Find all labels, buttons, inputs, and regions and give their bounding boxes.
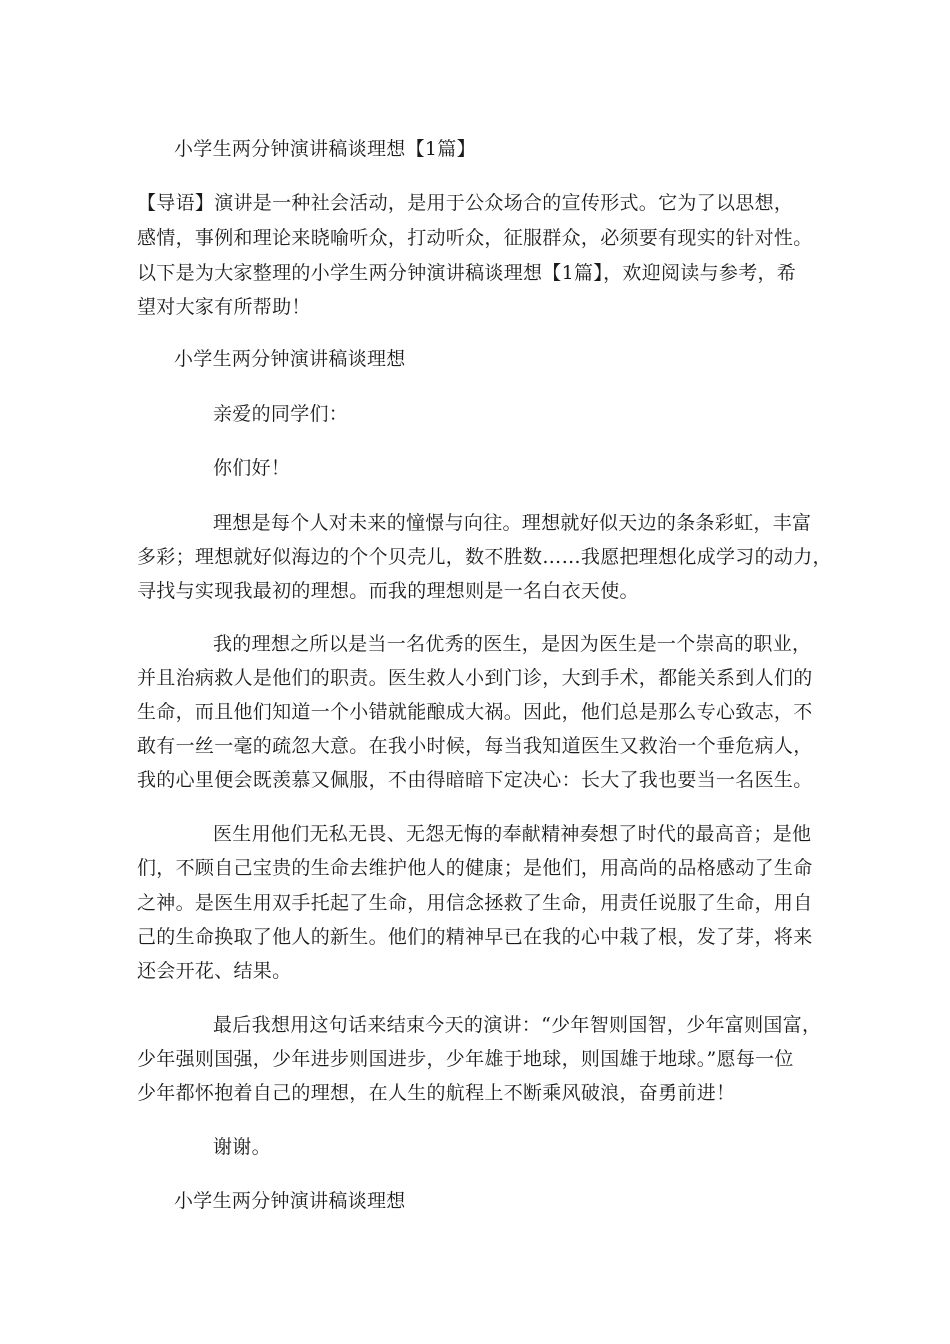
paragraph-3-line-3: 之神。是医生用双手托起了生命，用信念拯救了生命，用责任说服了生命，用自 (137, 892, 813, 914)
paragraph-2-line-5: 我的心里便会既羡慕又佩服，不由得暗暗下定决心：长大了我也要当一名医生。 (137, 769, 813, 791)
speech-heading: 小学生两分钟演讲稿谈理想 (174, 348, 406, 370)
paragraph-1-line-3: 寻找与实现我最初的理想。而我的理想则是一名白衣天使。 (137, 580, 639, 602)
salutation: 亲爱的同学们： (213, 403, 349, 425)
paragraph-1-line-2: 多彩；理想就好似海边的个个贝壳儿，数不胜数……我愿把理想化成学习的动力， (137, 546, 832, 568)
document-title: 小学生两分钟演讲稿谈理想【1篇】 (174, 138, 476, 160)
intro-line-2: 感情，事例和理论来晓喻听众，打动听众，征服群众，必须要有现实的针对性。 (137, 227, 813, 249)
paragraph-2-line-3: 生命，而且他们知道一个小错就能酿成大祸。因此，他们总是那么专心致志，不 (137, 701, 813, 723)
intro-line-3: 以下是为大家整理的小学生两分钟演讲稿谈理想【1篇】，欢迎阅读与参考，希 (137, 262, 797, 284)
paragraph-3-line-2: 们，不顾自己宝贵的生命去维护他人的健康；是他们，用高尚的品格感动了生命 (137, 857, 813, 879)
footer-heading: 小学生两分钟演讲稿谈理想 (174, 1190, 406, 1212)
paragraph-2-line-2: 并且治病救人是他们的职责。医生救人小到门诊，大到手术，都能关系到人们的 (137, 667, 813, 689)
paragraph-4-line-2: 少年强则国强，少年进步则国进步，少年雄于地球，则国雄于地球。”愿每一位 (137, 1048, 794, 1070)
paragraph-2-line-4: 敢有一丝一毫的疏忽大意。在我小时候，每当我知道医生又救治一个垂危病人， (137, 735, 813, 757)
paragraph-4-line-1: 最后我想用这句话来结束今天的演讲：“少年智则国智，少年富则国富， (213, 1014, 822, 1036)
greeting: 你们好！ (213, 457, 291, 479)
paragraph-2-line-1: 我的理想之所以是当一名优秀的医生，是因为医生是一个崇高的职业， (213, 633, 812, 655)
closing: 谢谢。 (213, 1136, 271, 1158)
paragraph-3-line-5: 还会开花、结果。 (137, 960, 292, 982)
paragraph-4-line-3: 少年都怀抱着自己的理想，在人生的航程上不断乘风破浪，奋勇前进！ (137, 1082, 736, 1104)
paragraph-3-line-4: 己的生命换取了他人的新生。他们的精神早已在我的心中栽了根，发了芽，将来 (137, 926, 813, 948)
intro-line-4: 望对大家有所帮助！ (137, 296, 311, 318)
paragraph-1-line-1: 理想是每个人对未来的憧憬与向往。理想就好似天边的条条彩虹，丰富 (213, 512, 812, 534)
paragraph-3-line-1: 医生用他们无私无畏、无怨无悔的奉献精神奏想了时代的最高音；是他 (213, 823, 812, 845)
intro-line-1: 【导语】演讲是一种社会活动，是用于公众场合的宣传形式。它为了以思想， (137, 192, 794, 214)
